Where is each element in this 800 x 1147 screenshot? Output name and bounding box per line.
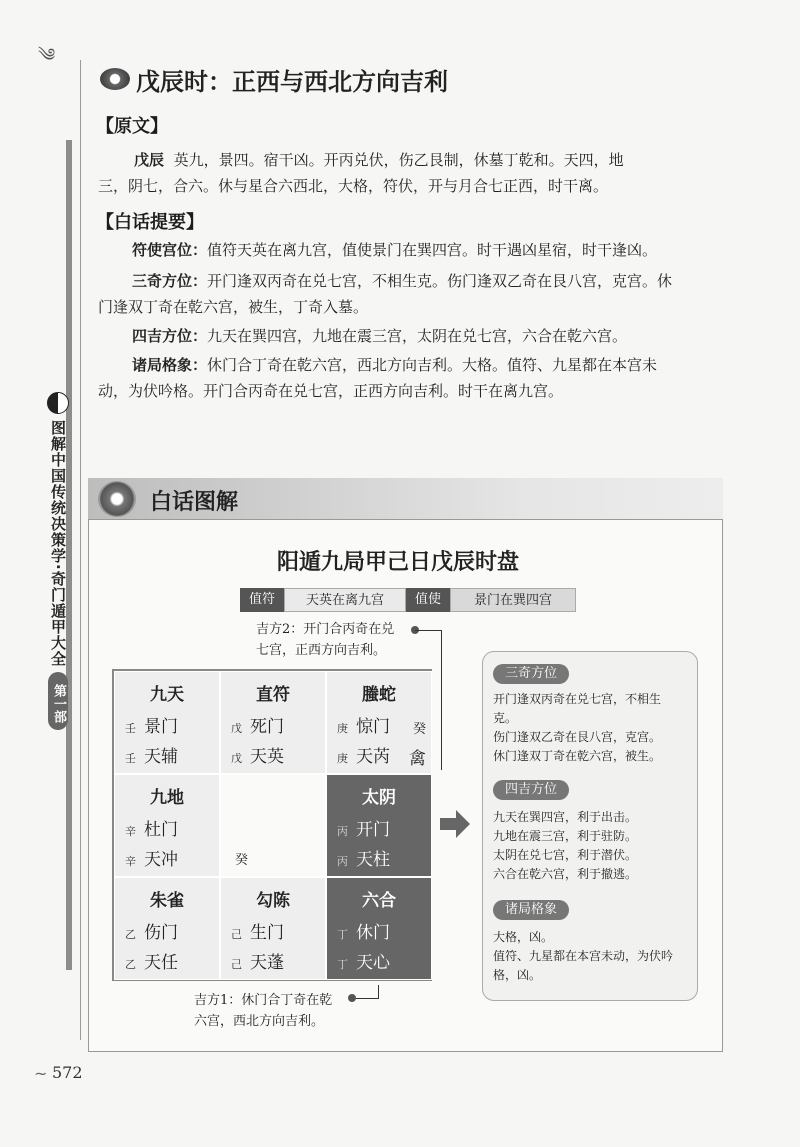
star-label: 天柱: [356, 850, 390, 870]
chart-title: 阳遁九局甲己日戊辰时盘: [277, 550, 520, 575]
stem-label: 壬: [125, 722, 136, 735]
page-swirl-icon: ~: [34, 1064, 48, 1083]
zhuju-pill: 诸局格象: [493, 900, 569, 920]
stem-label: 辛: [125, 855, 136, 868]
stem-label: 己: [231, 958, 242, 971]
summary-label: 诸局格象：: [132, 356, 208, 374]
stem-label: 丁: [337, 928, 348, 941]
arrow-right-icon: [440, 810, 470, 838]
summary-label: 四吉方位：: [132, 327, 208, 345]
stem-label: 乙: [125, 958, 136, 971]
summary-item-4-cont: 动，为伏吟格。开门合丙奇在兑七宫，正西方向吉利。时干在离九宫。: [98, 382, 564, 400]
star-row: [337, 845, 390, 870]
original-line-1: [134, 148, 734, 173]
summary-label: 三奇方位：: [132, 272, 208, 290]
center-stem: 癸: [235, 853, 249, 868]
sanqi-pill: 三奇方位: [493, 664, 569, 684]
star-row: [231, 742, 284, 767]
door-label: 景门: [144, 717, 178, 737]
deity-label: 太阴: [362, 788, 396, 808]
door-row: [231, 712, 284, 737]
star-label: 天冲: [144, 850, 178, 870]
stem-label: 戊: [231, 752, 242, 765]
stem-label: 乙: [125, 928, 136, 941]
note-line: 六宫，西北方向吉利。: [194, 1014, 325, 1029]
title-cloud-icon: [100, 68, 130, 90]
star-row: [125, 845, 178, 870]
leader-line: [354, 998, 379, 999]
door-row: [337, 918, 390, 943]
zhishi-tag: 值使: [406, 588, 450, 612]
side-line: 克。: [493, 711, 518, 725]
summary-text: 休门合丁奇在乾六宫，西北方向吉利。大格。值符、九星都在本宫未: [207, 356, 658, 374]
siji-pill: 四吉方位: [493, 780, 569, 800]
summary-item-2: [132, 268, 762, 294]
door-label: 惊门: [356, 717, 390, 737]
door-label: 开门: [356, 820, 390, 840]
page-number: 572: [52, 1063, 83, 1082]
original-text-1: 英九，景四。宿干凶。开丙兑伏，伤乙艮制，休墓丁乾和。天四，地: [173, 151, 624, 169]
summary-item-1: [132, 237, 762, 263]
extra-stem: 癸: [413, 722, 427, 737]
book-title-vertical: 图解中国传统决策学·奇门遁甲大全: [49, 420, 67, 667]
zhishi-value: 景门在巽四宫: [450, 588, 576, 612]
deity-label: 九天: [150, 685, 184, 705]
part-badge: 第一部: [48, 672, 68, 730]
star-label: 天英: [250, 747, 284, 767]
door-row: [125, 712, 178, 737]
stem-label: 庚: [337, 722, 348, 735]
door-row: [125, 918, 178, 943]
summary-item-4: [132, 352, 762, 378]
side-line: 伤门逢双乙奇在艮八宫，克宫。: [493, 730, 662, 744]
note-favorable-1: [194, 990, 332, 1032]
star-label: 天芮: [356, 747, 390, 767]
zhifu-value: 天英在离九宫: [284, 588, 406, 612]
original-line-2: 三，阴七，合六。休与星合六西北，大格，符伏，开与月合七正西，时干离。: [98, 177, 609, 195]
summary-label: 符使宫位：: [132, 241, 208, 259]
stem-label: 壬: [125, 752, 136, 765]
stem-label: 丁: [337, 958, 348, 971]
note-line: 七宫，正西方向吉利。: [256, 643, 387, 658]
star-label: 天辅: [144, 747, 178, 767]
zhifu-tag: 值符: [240, 588, 284, 612]
stem-label: 戊: [231, 722, 242, 735]
page-title: 戊辰时：正西与西北方向吉利: [136, 68, 448, 96]
side-line: 六合在乾六宫，利于撤逃。: [493, 867, 638, 881]
door-row: [231, 918, 284, 943]
side-line: 开门逢双丙奇在兑七宫，不相生: [493, 692, 662, 706]
extra-star: 禽: [409, 749, 426, 769]
star-row: [337, 948, 390, 973]
zhuju-text: [493, 928, 693, 985]
star-row: [125, 742, 178, 767]
summary-text: 开门逢双丙奇在兑七宫，不相生克。伤门逢双乙奇在艮八宫，克宫。休: [207, 272, 673, 290]
palace-zhen-3: [114, 774, 220, 877]
door-label: 杜门: [144, 820, 178, 840]
note-line: 吉方2：开门合丙奇在兑: [256, 622, 395, 637]
door-label: 死门: [250, 717, 284, 737]
summary-item-3: [132, 323, 762, 349]
side-line: 九天在巽四宫，利于出击。: [493, 810, 638, 824]
palace-li-9: [220, 671, 326, 774]
star-label: 天心: [356, 953, 390, 973]
palace-dui-7: [326, 774, 432, 877]
star-label: 天任: [144, 953, 178, 973]
summary-item-2-cont: 门逢双丁奇在乾六宫，被生，丁奇入墓。: [98, 298, 369, 316]
stem-label: 辛: [125, 825, 136, 838]
door-label: 伤门: [144, 923, 178, 943]
note-line: 吉方1：休门合丁奇在乾: [194, 993, 333, 1008]
summary-text: 九天在巽四宫，九地在震三宫，太阴在兑七宫，六合在乾六宫。: [207, 327, 628, 345]
palace-xun-4: [114, 671, 220, 774]
margin-divider: [80, 60, 81, 1040]
deity-label: 螣蛇: [362, 685, 396, 705]
stem-label: 庚: [337, 752, 348, 765]
door-row: [337, 712, 390, 737]
original-lead: 戊辰: [134, 151, 165, 169]
summary-text: 值符天英在离九宫，值使景门在巽四宫。时干遇凶星宿，时干逢凶。: [207, 241, 658, 259]
palace-gen-8: [114, 877, 220, 980]
star-row: [337, 742, 390, 767]
leader-line: [378, 985, 379, 999]
star-row: [125, 948, 178, 973]
diagram-panel-title: 白话图解: [150, 490, 239, 515]
palace-kan-1: [220, 877, 326, 980]
summary-heading: 【白话提要】: [96, 212, 204, 233]
original-heading: 【原文】: [96, 116, 168, 137]
corner-ornament-icon: ༄: [38, 45, 56, 66]
siji-text: [493, 808, 693, 884]
star-label: 天蓬: [250, 953, 284, 973]
leader-line: [415, 630, 442, 631]
side-line: 格，凶。: [493, 968, 542, 982]
deity-label: 直符: [256, 685, 290, 705]
panel-emblem-icon: [98, 481, 136, 517]
stem-label: 丙: [337, 825, 348, 838]
note-favorable-2: [256, 619, 394, 661]
deity-label: 九地: [150, 788, 184, 808]
side-line: 太阴在兑七宫，利于潜伏。: [493, 848, 638, 862]
door-row: [125, 815, 178, 840]
leader-line: [441, 630, 442, 770]
qimen-chart-grid: [112, 669, 432, 981]
side-line: 大格，凶。: [493, 930, 554, 944]
deity-label: 勾陈: [256, 891, 290, 911]
door-row: [337, 815, 390, 840]
palace-center-5: [220, 774, 326, 877]
palace-qian-6: [326, 877, 432, 980]
door-label: 休门: [356, 923, 390, 943]
deity-label: 六合: [362, 891, 396, 911]
sanqi-text: [493, 690, 693, 766]
side-line: 值符、九星都在本宫未动，为伏吟: [493, 949, 674, 963]
yin-yang-icon: [47, 392, 69, 414]
star-row: [231, 948, 284, 973]
side-line: 休门逢双丁奇在乾六宫，被生。: [493, 749, 662, 763]
leader-dot: [348, 994, 356, 1002]
door-label: 生门: [250, 923, 284, 943]
side-line: 九地在震三宫，利于驻防。: [493, 829, 638, 843]
stem-label: 己: [231, 928, 242, 941]
deity-label: 朱雀: [150, 891, 184, 911]
stem-label: 丙: [337, 855, 348, 868]
palace-kun-2: [326, 671, 432, 774]
